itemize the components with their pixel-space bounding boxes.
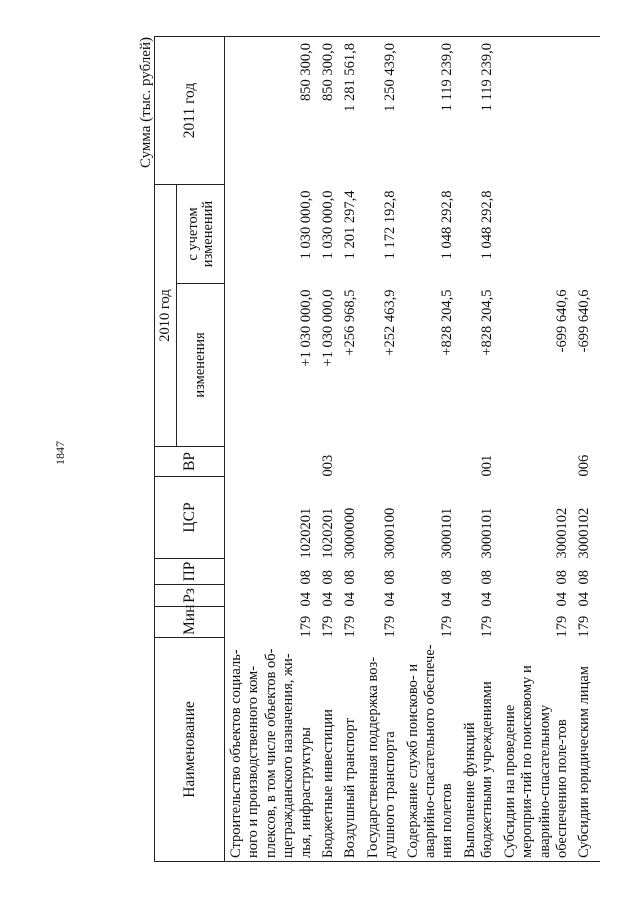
cell-rz: 04 xyxy=(479,592,496,607)
cell-rz: 04 xyxy=(297,592,314,607)
spacer-cell xyxy=(596,607,600,638)
header-min: Мин xyxy=(155,607,225,638)
cell-rz: 04 xyxy=(576,592,593,607)
cell-csr: 3000102 xyxy=(553,507,570,559)
cell-pr: 08 xyxy=(297,570,314,585)
cell-y2011: 1 119 239,0 xyxy=(402,36,459,184)
cell-name: Бюджетные инвестиции xyxy=(317,638,339,862)
cell-with-changes xyxy=(499,184,574,283)
cell-vr xyxy=(499,447,574,477)
table-row xyxy=(459,36,499,861)
spacer-cell xyxy=(596,585,600,607)
cell-vr xyxy=(362,447,402,477)
cell-rz: 04 xyxy=(553,592,570,607)
cell-min: 179 xyxy=(576,615,593,638)
cell-min: 179 xyxy=(320,615,337,638)
spacer-cell xyxy=(596,477,600,559)
cell-y2011 xyxy=(573,36,595,184)
cell-y2011: 850 300,0 xyxy=(225,36,318,184)
header-with-changes: с учетом изменений xyxy=(177,184,225,283)
cell-pr: 08 xyxy=(320,570,337,585)
cell-csr: 3000102 xyxy=(576,507,593,559)
cell-y2011 xyxy=(499,36,574,184)
cell-name: Субсидии на проведение мероприя-тий по поисковому и аварийно-спасательному обеспечению поле-тов xyxy=(499,638,574,862)
cell-changes: -699 640,6 xyxy=(553,289,570,353)
cell-vr xyxy=(339,447,361,477)
cell-csr: 1020201 xyxy=(297,507,314,559)
header-vr: ВР xyxy=(155,447,225,477)
cell-min: 179 xyxy=(342,615,359,638)
cell-rz: 04 xyxy=(342,592,359,607)
table-body xyxy=(225,36,600,861)
cell-name: Субсидии юридическим лицам xyxy=(573,638,595,862)
cell-with-changes: 1 048 292,8 xyxy=(479,190,496,260)
table-row xyxy=(362,36,402,861)
cell-name: Воздушный транспорт xyxy=(339,638,361,862)
cell-csr: 3000101 xyxy=(479,507,496,559)
cell-vr xyxy=(225,447,318,477)
header-rz: Рз xyxy=(155,585,225,607)
page-number: 1847 xyxy=(53,441,67,465)
cell-name: Выполнение функций бюджетными учреждениями xyxy=(459,638,499,862)
budget-sheet xyxy=(138,37,628,862)
cell-changes: +1 030 000,0 xyxy=(297,289,314,367)
cell-min: 179 xyxy=(439,615,456,638)
table-row xyxy=(339,36,361,861)
header-name: Наименование xyxy=(155,638,225,862)
cell-changes: +828 204,5 xyxy=(479,289,496,356)
cell-name: Строительство объектов социаль-ного и производственного ком-плексов, в том числе объектов об-щегражданского назначения, жи-лья, инфраструктуры xyxy=(225,638,318,862)
cell-pr: 08 xyxy=(479,570,496,585)
cell-changes: +1 030 000,0 xyxy=(320,289,337,367)
table-bottom-spacer xyxy=(596,36,600,861)
header-changes: изменения xyxy=(177,284,225,447)
spacer-cell xyxy=(596,559,600,585)
header-pr: ПР xyxy=(155,559,225,585)
cell-y2011: 1 281 561,8 xyxy=(339,36,361,184)
cell-min: 179 xyxy=(479,615,496,638)
header-year-2010: 2010 год xyxy=(155,184,177,446)
spacer-cell xyxy=(596,447,600,477)
cell-csr: 3000000 xyxy=(342,507,359,559)
cell-min: 179 xyxy=(553,615,570,638)
cell-vr: 001 xyxy=(479,454,496,477)
cell-with-changes: 1 048 292,8 xyxy=(439,190,456,260)
cell-pr: 08 xyxy=(576,570,593,585)
cell-vr: 006 xyxy=(576,454,593,477)
cell-with-changes: 1 201 297,4 xyxy=(342,190,359,260)
cell-with-changes: 1 172 192,8 xyxy=(382,190,399,260)
header-csr: ЦСР xyxy=(155,477,225,559)
cell-min: 179 xyxy=(297,615,314,638)
table-row xyxy=(402,36,459,861)
cell-rz: 04 xyxy=(382,592,399,607)
cell-changes: +252 463,9 xyxy=(382,289,399,356)
cell-y2011: 1 119 239,0 xyxy=(459,36,499,184)
cell-rz: 04 xyxy=(320,592,337,607)
header-year-2011: 2011 год xyxy=(155,36,225,184)
cell-changes: +256 968,5 xyxy=(342,289,359,356)
table-row xyxy=(573,36,595,861)
table-header xyxy=(155,36,225,861)
cell-csr: 3000101 xyxy=(439,507,456,559)
cell-name: Содержание служб поисково- и аварийно-спасательного обеспече-ния полетов xyxy=(402,638,459,862)
units-label: Сумма (тыс. рублей) xyxy=(138,37,154,169)
cell-y2011: 850 300,0 xyxy=(317,36,339,184)
cell-csr: 1020201 xyxy=(320,507,337,559)
cell-with-changes xyxy=(573,184,595,283)
cell-vr: 003 xyxy=(320,454,337,477)
cell-changes: -699 640,6 xyxy=(576,289,593,353)
table-row xyxy=(317,36,339,861)
cell-rz: 04 xyxy=(439,592,456,607)
cell-min: 179 xyxy=(382,615,399,638)
cell-y2011: 1 250 439,0 xyxy=(362,36,402,184)
cell-changes: +828 204,5 xyxy=(439,289,456,356)
cell-vr xyxy=(402,447,459,477)
cell-pr: 08 xyxy=(439,570,456,585)
cell-name: Государственная поддержка воз-душного транспорта xyxy=(362,638,402,862)
spacer-cell xyxy=(596,638,600,862)
table-row xyxy=(499,36,574,861)
cell-csr: 3000100 xyxy=(382,507,399,559)
spacer-cell xyxy=(596,284,600,447)
spacer-cell xyxy=(596,36,600,184)
table-row xyxy=(225,36,318,861)
cell-pr: 08 xyxy=(342,570,359,585)
cell-with-changes: 1 030 000,0 xyxy=(297,190,314,260)
cell-pr: 08 xyxy=(382,570,399,585)
cell-with-changes: 1 030 000,0 xyxy=(320,190,337,260)
spacer-cell xyxy=(596,184,600,283)
cell-pr: 08 xyxy=(553,570,570,585)
budget-table xyxy=(154,36,600,862)
